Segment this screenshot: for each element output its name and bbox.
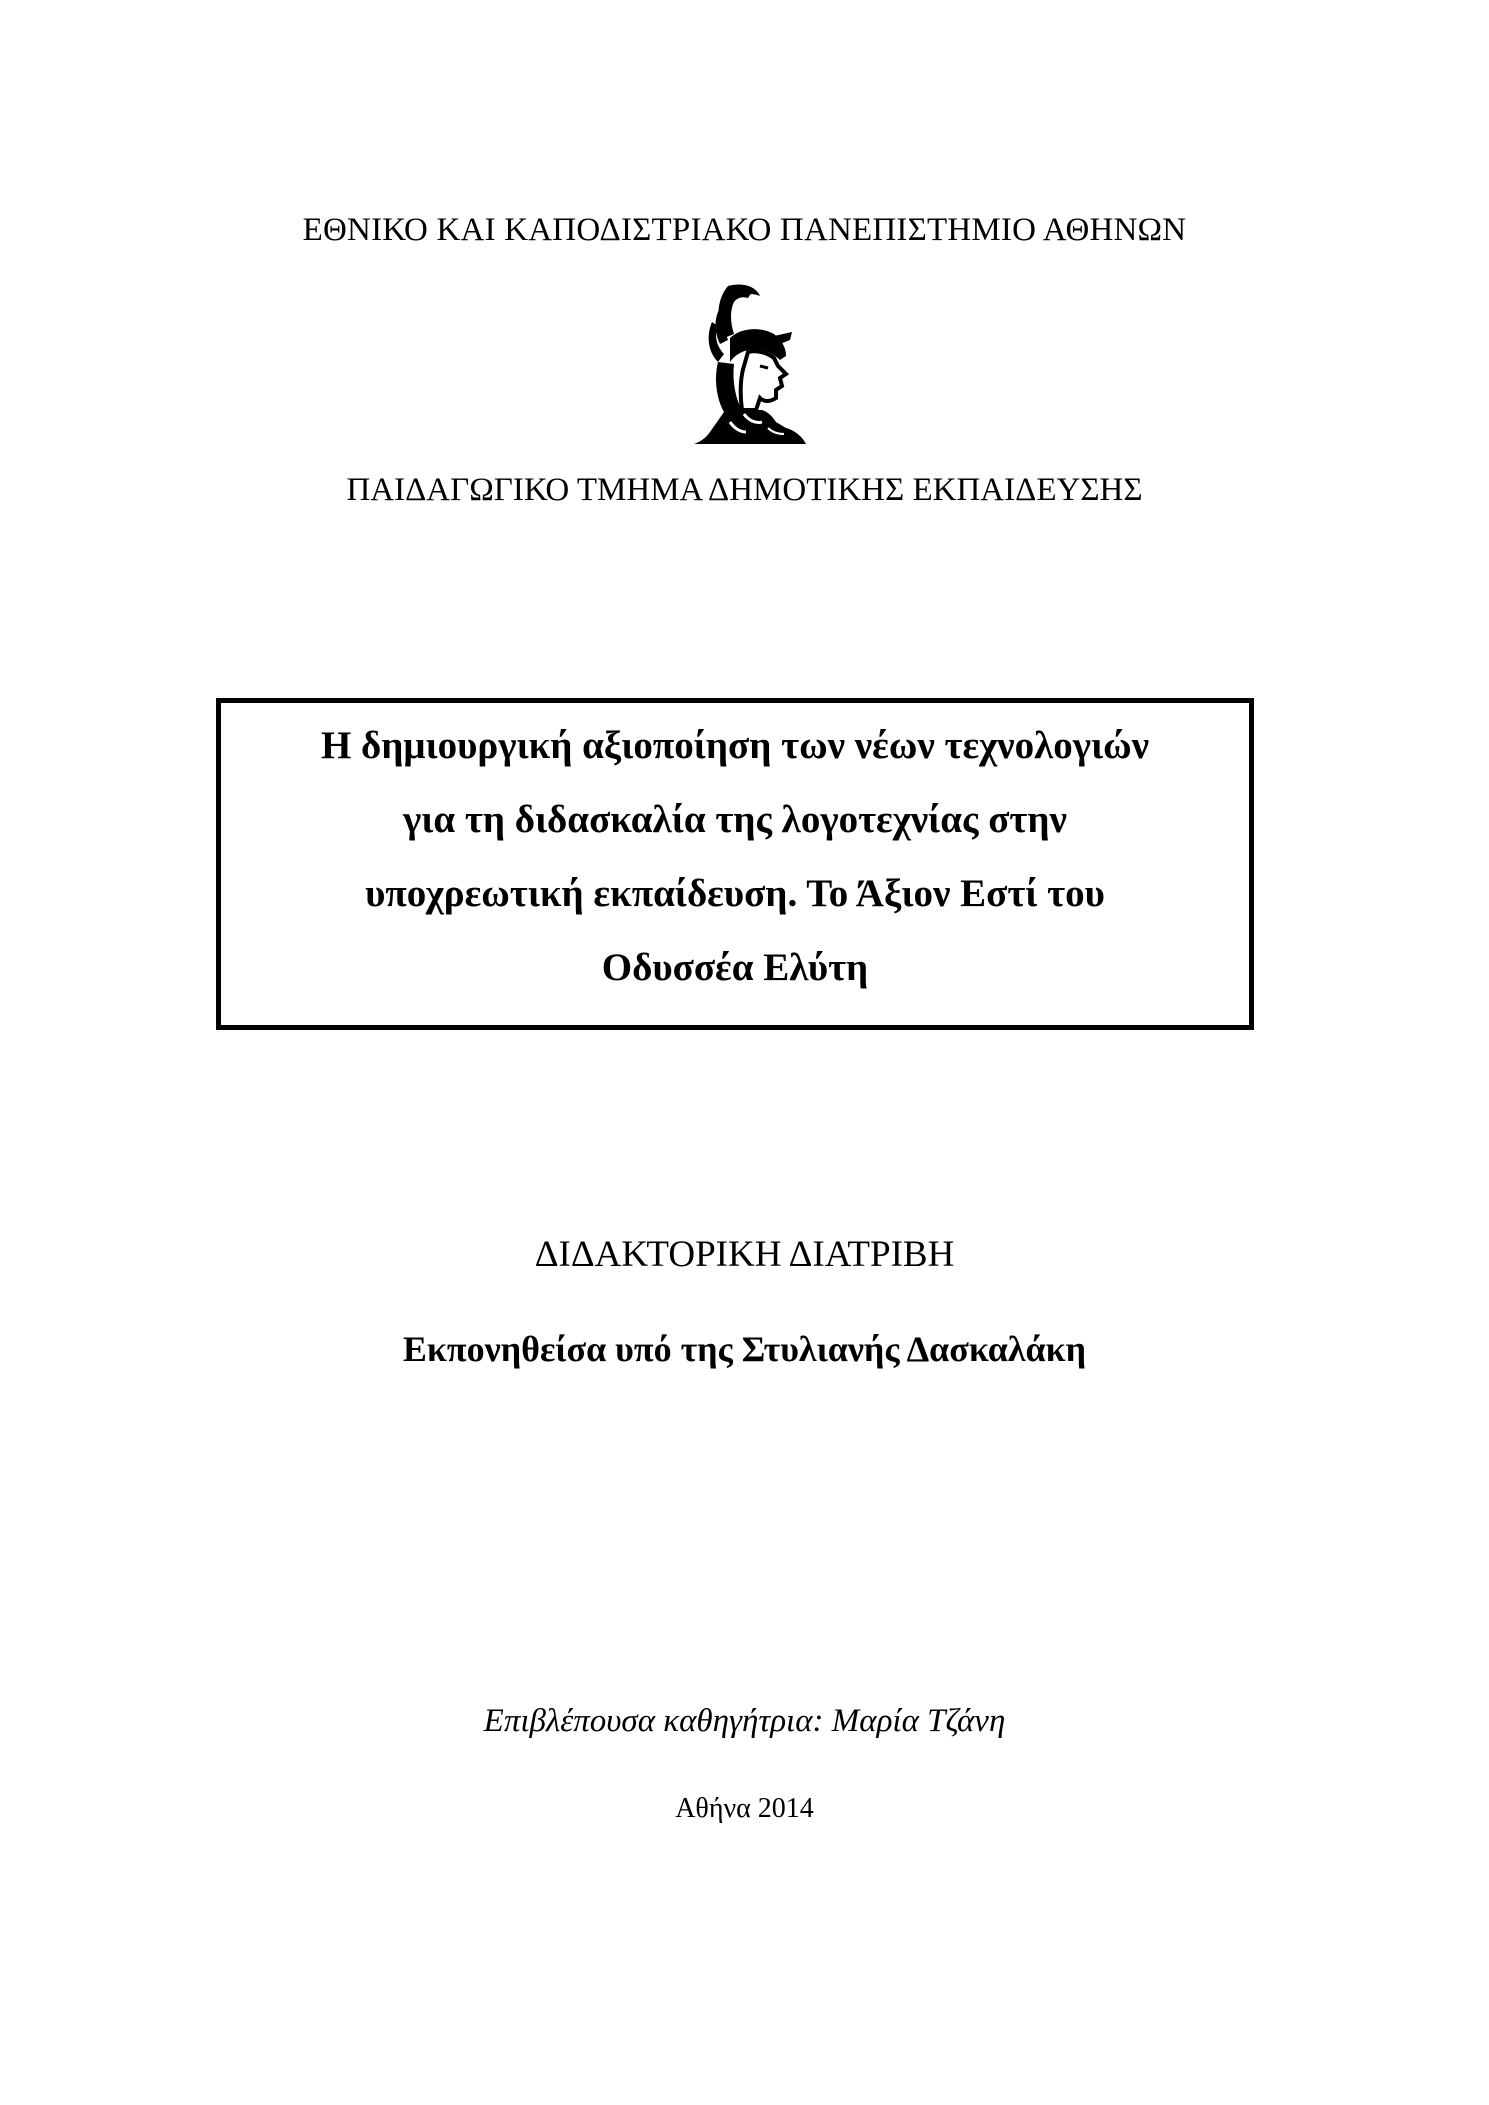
author-line: Εκπονηθείσα υπό της Στυλιανής Δασκαλάκη [402,1329,1087,1369]
place-and-date: Αθήνα 2014 [675,1793,814,1824]
document-type: ΔΙΔΑΚΤΟΡΙΚΗ ΔΙΑΤΡΙΒΗ [534,1234,955,1275]
university-name: ΕΘΝΙΚΟ ΚΑΙ ΚΑΠΟΔΙΣΤΡΙΑΚΟ ΠΑΝΕΠΙΣΤΗΜΙΟ ΑΘΗΝΩΝ [302,212,1187,248]
department-name: ΠΑΙΔΑΓΩΓΙΚΟ ΤΜΗΜΑ ΔΗΜΟΤΙΚΗΣ ΕΚΠΑΙΔΕΥΣΗΣ [346,472,1143,508]
thesis-title-box [216,698,1254,1030]
athena-helmet-emblem-icon [690,282,808,446]
thesis-title-line: υποχρεωτική εκπαίδευση. Το Άξιον Εστί του [365,872,1105,915]
thesis-title-line: Η δημιουργική αξιοποίηση των νέων τεχνολογιών [320,724,1150,767]
thesis-title-line: Οδυσσέα Ελύτη [601,946,869,989]
thesis-title-line: για τη διδασκαλία της λογοτεχνίας στην [403,798,1067,841]
supervisor-line: Επιβλέπουσα καθηγήτρια: Μαρία Τζάνη [483,1703,1006,1739]
